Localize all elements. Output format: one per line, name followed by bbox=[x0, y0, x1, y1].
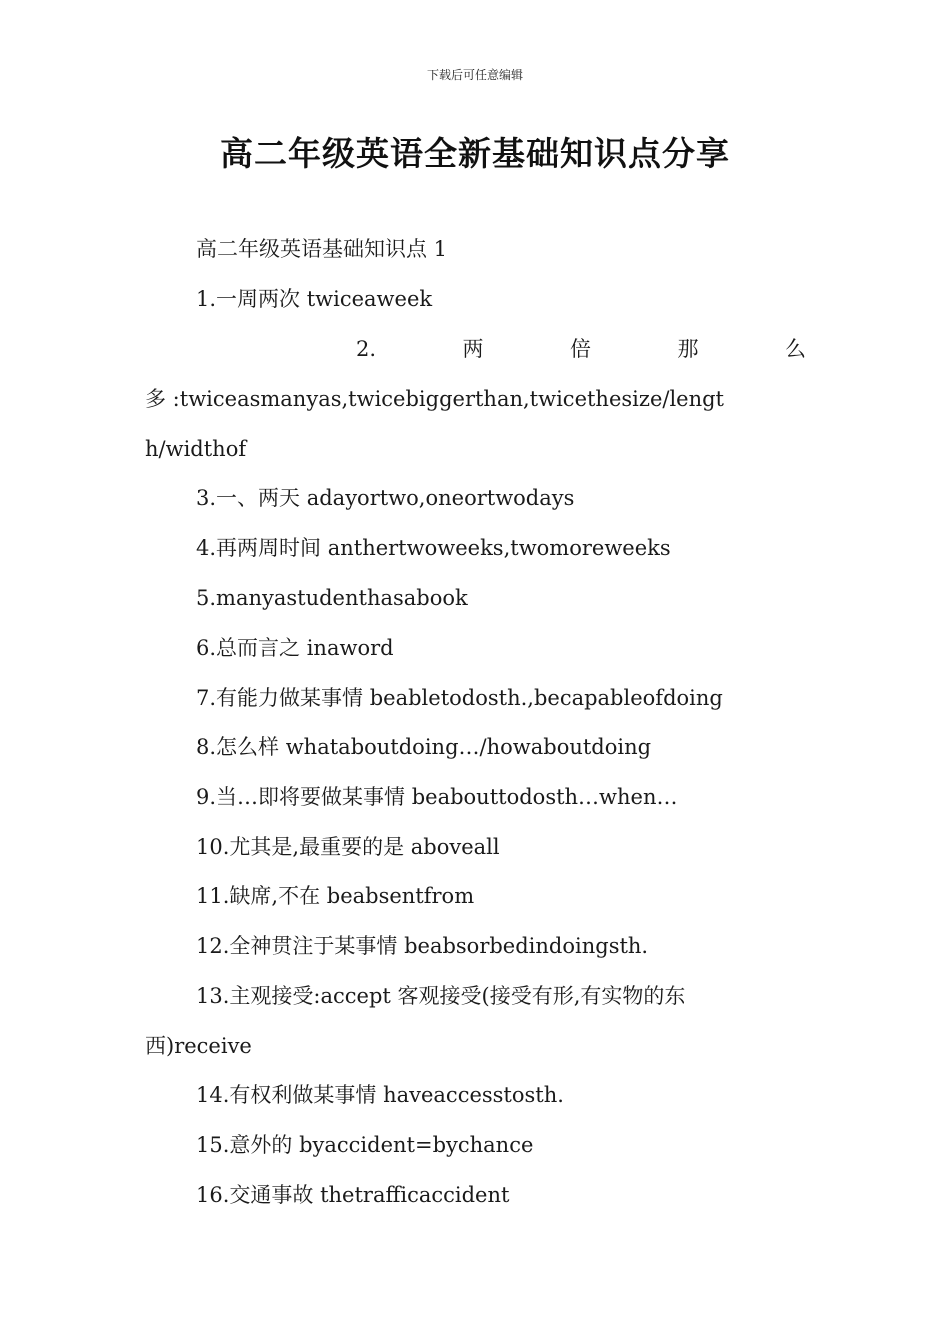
list-item: 13.主观接受:accept 客观接受(接受有形,有实物的东 bbox=[196, 984, 686, 1008]
list-item: 1.一周两次 twiceaweek bbox=[196, 287, 433, 311]
list-item: 11.缺席,不在 beabsentfrom bbox=[196, 884, 475, 908]
list-item: 9.当…即将要做某事情 beabouttodosth…when… bbox=[196, 785, 678, 809]
header-note: 下载后可任意编辑 bbox=[426, 68, 523, 82]
list-item: 3.一、两天 adayortwo,oneortwodays bbox=[196, 486, 575, 510]
list-item-continuation: h/widthof bbox=[145, 437, 247, 461]
justified-char: 2. bbox=[356, 337, 377, 361]
list-item-continuation: 多 :twiceasmanyas,twicebiggerthan,twicethesize/lengt bbox=[145, 387, 724, 411]
list-item: 7.有能力做某事情 beabletodosth.,becapableofdoing bbox=[196, 686, 723, 710]
list-item: 8.怎么样 whataboutdoing…/howaboutdoing bbox=[196, 735, 652, 759]
justified-char: 倍 bbox=[570, 337, 592, 361]
list-item: 4.再两周时间 anthertwoweeks,twomoreweeks bbox=[196, 536, 671, 560]
list-item: 14.有权利做某事情 haveaccesstosth. bbox=[196, 1083, 564, 1107]
list-item-continuation: 西)receive bbox=[145, 1034, 252, 1058]
list-item: 10.尤其是,最重要的是 aboveall bbox=[196, 835, 500, 859]
list-item: 5.manyastudenthasabook bbox=[196, 586, 468, 610]
justified-char: 两 bbox=[462, 337, 484, 361]
list-item: 15.意外的 byaccident=bychance bbox=[196, 1133, 534, 1157]
justified-char: 那 bbox=[677, 337, 699, 361]
justified-char: 么 bbox=[784, 337, 806, 361]
section-heading: 高二年级英语基础知识点 1 bbox=[196, 237, 448, 261]
list-item-justified bbox=[356, 335, 806, 363]
list-item: 16.交通事故 thetrafficaccident bbox=[196, 1183, 510, 1207]
list-item: 12.全神贯注于某事情 beabsorbedindoingsth. bbox=[196, 934, 649, 958]
page-title: 高二年级英语全新基础知识点分享 bbox=[220, 134, 730, 173]
list-item: 6.总而言之 inaword bbox=[196, 636, 394, 660]
